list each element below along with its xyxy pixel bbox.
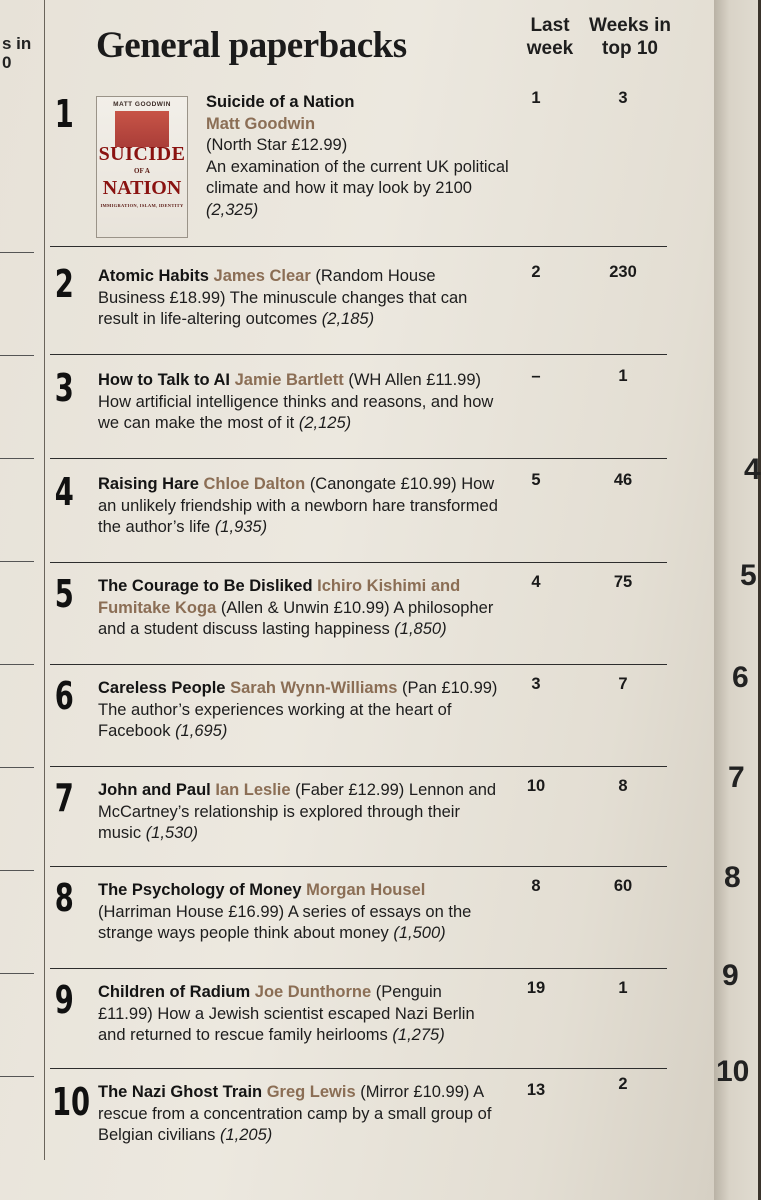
divider (0, 252, 34, 253)
book-description: A rescue from a concentration camp by a small group of Belgian civilians (98, 1083, 492, 1144)
last-week-value: 4 (531, 573, 541, 591)
divider (50, 562, 667, 563)
cover-title-line: NATION (102, 177, 182, 199)
book-author: Joe Dunthorne (254, 983, 372, 1001)
book-publisher: (Pan £10.99) (402, 679, 498, 697)
divider (50, 968, 667, 969)
rank-number: 2 (54, 262, 74, 306)
rank-number: 10 (52, 1080, 91, 1124)
book-publisher: (Penguin £11.99) (98, 983, 442, 1023)
cover-flag-graphic (115, 111, 169, 147)
last-week-value: 13 (526, 1081, 546, 1099)
book-cover-image (96, 96, 188, 238)
sales-count: (2,185) (321, 310, 375, 328)
book-publisher: (Mirror £10.99) (360, 1083, 470, 1101)
entry-text (206, 92, 516, 221)
divider (0, 355, 34, 356)
book-author: Sarah Wynn-Williams (230, 679, 398, 697)
last-week-value: 5 (531, 471, 541, 489)
divider (0, 973, 34, 974)
weeks-in-top-10-value: 75 (613, 573, 633, 591)
last-week-value: 19 (526, 979, 546, 997)
last-week-value: 10 (526, 777, 546, 795)
book-title: Children of Radium (98, 983, 251, 1001)
divider (50, 458, 667, 459)
book-title: Careless People (98, 679, 226, 697)
divider (0, 458, 34, 459)
divider (0, 561, 34, 562)
cover-title-line: OF A (134, 167, 150, 175)
adjacent-rank: 10 (716, 1055, 750, 1088)
rank-number: 1 (54, 92, 74, 136)
entry-text (98, 982, 498, 1047)
rank-number: 7 (54, 776, 74, 820)
book-publisher: (Faber £12.99) (295, 781, 405, 799)
last-week-value: 1 (531, 89, 541, 107)
entry-text (98, 1082, 498, 1147)
book-author: Matt Goodwin (206, 114, 316, 133)
sales-count: (1,500) (393, 924, 446, 942)
weeks-in-top-10-value: 3 (618, 89, 628, 107)
entry-text (98, 780, 498, 845)
rank-number: 9 (54, 978, 74, 1022)
entry-text (98, 678, 498, 743)
book-description: How artificial intelligence thinks and reasons, and how we can make the most of it (98, 392, 494, 432)
weeks-in-top-10-value: 46 (613, 471, 633, 489)
adjacent-page (714, 0, 761, 1200)
book-title: The Psychology of Money (98, 881, 302, 899)
sales-count: (2,125) (298, 414, 352, 432)
book-author: Ian Leslie (215, 781, 291, 799)
book-publisher: (Allen & Unwin £10.99) (220, 598, 390, 617)
cover-tagline: IMMIGRATION, ISLAM, IDENTITY (100, 203, 184, 208)
adjacent-rank: 9 (722, 959, 739, 992)
book-title: Atomic Habits (98, 267, 209, 285)
book-author: James Clear (213, 267, 311, 285)
divider (0, 1076, 34, 1077)
adjacent-column-fragment: 0 (2, 53, 12, 72)
weeks-in-top-10-value: 1 (618, 979, 628, 997)
cover-title-line: SUICIDE (98, 143, 186, 165)
entry-text (98, 474, 498, 539)
rank-number: 3 (54, 366, 74, 410)
entry-text (98, 880, 498, 945)
last-week-value: 2 (531, 263, 541, 281)
section-title: General paperbacks (96, 25, 407, 66)
adjacent-column-fragment: s in (2, 34, 32, 53)
weeks-in-top-10-value: 1 (618, 367, 628, 385)
divider (0, 664, 34, 665)
weeks-in-top-10-value: 7 (618, 675, 628, 693)
book-publisher: (North Star £12.99) (206, 136, 348, 154)
last-week-value: – (531, 367, 541, 385)
sales-count: (1,695) (175, 722, 228, 740)
book-description: An examination of the current UK political climate and how it may look by 2100 (206, 157, 509, 197)
weeks-in-top-10-value: 60 (613, 877, 633, 895)
book-title: How to Talk to AI (98, 371, 230, 389)
book-publisher: (Harriman House £16.99) (98, 902, 285, 921)
book-author: Chloe Dalton (203, 475, 306, 493)
last-week-value: 3 (531, 675, 541, 693)
book-title: John and Paul (98, 781, 211, 799)
book-title: Suicide of a Nation (206, 93, 355, 111)
divider (0, 767, 34, 768)
sales-count: (2,325) (206, 200, 259, 219)
sales-count: (1,935) (214, 518, 268, 536)
book-title: The Courage to Be Disliked (98, 577, 313, 595)
sales-count: (1,205) (220, 1126, 273, 1144)
book-description: How a Jewish scientist escaped Nazi Berlin and returned to rescue family heirlooms (98, 1004, 475, 1044)
weeks-in-top-10-value: 2 (618, 1075, 628, 1093)
divider (50, 1068, 667, 1069)
adjacent-rank: 4 (744, 453, 761, 486)
adjacent-rank: 8 (724, 861, 741, 894)
divider (50, 866, 667, 867)
sales-count: (1,850) (394, 620, 447, 638)
book-description: How an unlikely friendship with a newborn hare transformed the author’s life (98, 475, 498, 536)
adjacent-rank: 6 (732, 661, 749, 694)
weeks-in-top-10-value: 8 (618, 777, 628, 795)
adjacent-rank: 5 (740, 559, 757, 592)
book-author: Jamie Bartlett (234, 371, 344, 389)
book-publisher: (Canongate £10.99) (309, 475, 457, 493)
book-author: Morgan Housel (306, 881, 426, 899)
divider (50, 354, 667, 355)
book-description: A series of essays on the strange ways people think about money (98, 902, 472, 942)
cover-author: MATT GOODWIN (113, 101, 171, 108)
entry-text (98, 266, 498, 331)
book-author: Ichiro Kishimi and Fumitake Koga (98, 577, 461, 617)
sales-count: (1,275) (392, 1026, 445, 1044)
divider (50, 246, 667, 247)
column-header-last-week: Last week (526, 15, 574, 59)
divider (50, 664, 667, 665)
book-publisher: (WH Allen £11.99) (348, 371, 481, 389)
adjacent-rank: 7 (728, 761, 745, 794)
last-week-value: 8 (531, 877, 541, 895)
sales-count: (1,530) (145, 824, 198, 842)
entry-text (98, 370, 498, 435)
weeks-in-top-10-value: 230 (609, 263, 637, 281)
entry-text (98, 576, 498, 641)
rank-number: 5 (54, 572, 74, 616)
book-description: The author’s experiences working at the heart of Facebook (98, 700, 452, 740)
book-title: The Nazi Ghost Train (98, 1083, 263, 1101)
adjacent-column (0, 0, 45, 1160)
book-description: A philosopher and a student discuss lasting happiness (98, 598, 494, 638)
book-description: The minuscule changes that can result in life-altering outcomes (98, 288, 468, 328)
column-header-weeks-in-top-10: Weeks in top 10 (588, 15, 672, 59)
book-publisher: (Random House Business £18.99) (98, 267, 436, 307)
divider (0, 870, 34, 871)
book-title: Raising Hare (98, 475, 199, 493)
divider (50, 766, 667, 767)
rank-number: 6 (54, 674, 74, 718)
book-author: Greg Lewis (266, 1083, 356, 1101)
rank-number: 8 (54, 876, 74, 920)
rank-number: 4 (54, 470, 74, 514)
book-description: Lennon and McCartney’s relationship is explored through their music (98, 781, 497, 842)
